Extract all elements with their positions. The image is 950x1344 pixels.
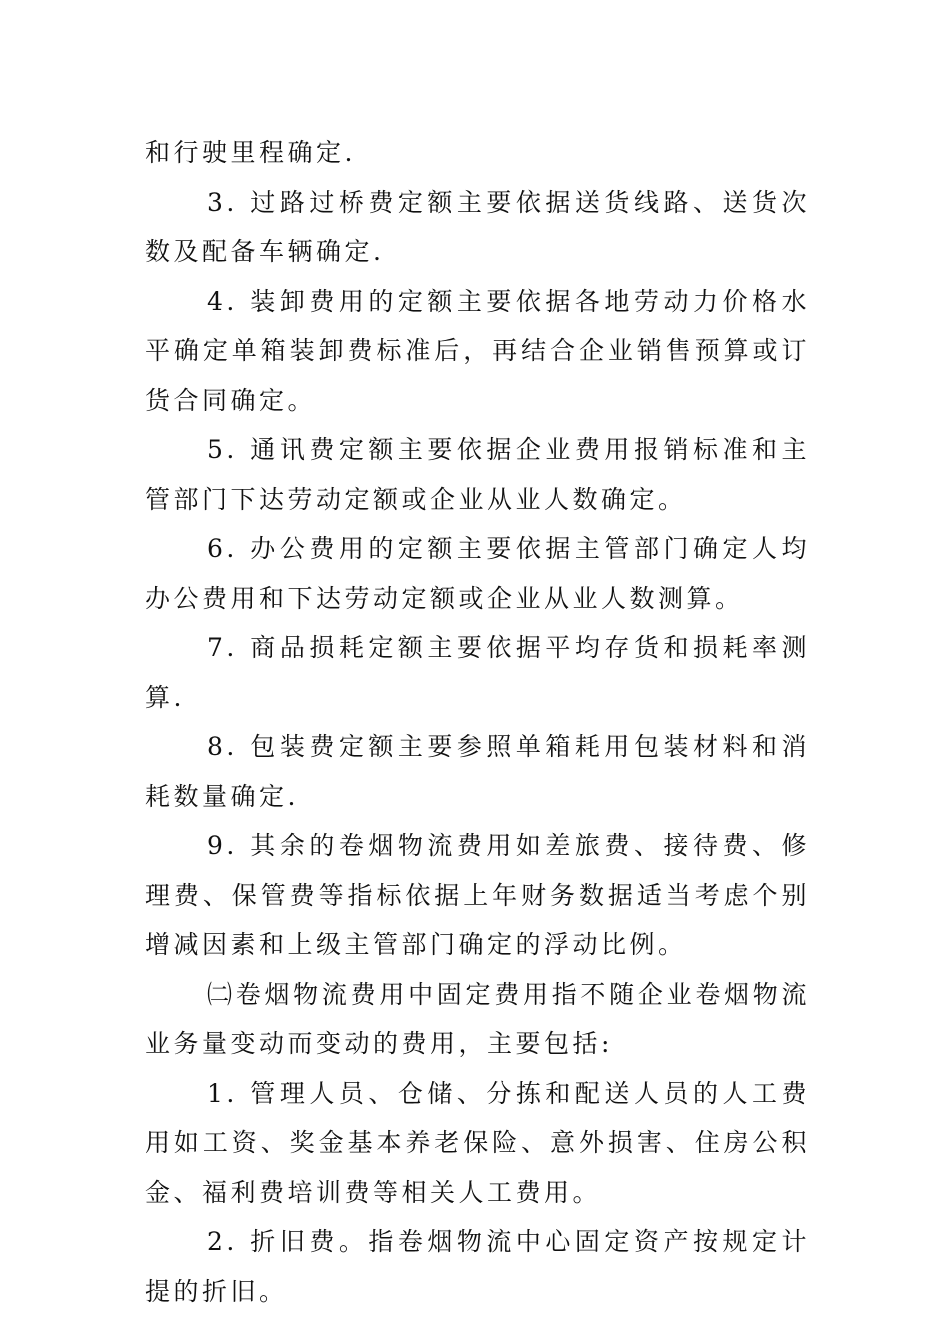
paragraph-item-9-other-fees: 9. 其余的卷烟物流费用如差旅费、接待费、修理费、保管费等指标依据上年财务数据适当考虑个别增减因素和上级主管部门确定的浮动比例。 [145, 831, 810, 959]
paragraph-fixed-item-1-labor: 1. 管理人员、仓储、分拣和配送人员的人工费用如工资、奖金基本养老保险、意外损害、住房公积金、福利费培训费等相关人工费用。 [145, 1078, 810, 1207]
paragraph-fixed-item-2-depreciation: 2. 折旧费。指卷烟物流中心固定资产按规定计提的折旧。 [145, 1227, 810, 1306]
paragraph-continuation: 和行驶里程确定. [145, 138, 356, 167]
document-body [145, 128, 810, 1316]
paragraph-item-6-office-fees: 6. 办公费用的定额主要依据主管部门确定人均办公费用和下达劳动定额或企业从业人数测算。 [145, 534, 810, 613]
paragraph-section-2-fixed-costs: ㈡卷烟物流费用中固定费用指不随企业卷烟物流业务量变动而变动的费用，主要包括: [145, 979, 810, 1058]
paragraph-item-4-loading-fees: 4. 装卸费用的定额主要依据各地劳动力价格水平确定单箱装卸费标准后，再结合企业销售预算或订货合同确定。 [145, 286, 810, 415]
paragraph-item-7-goods-loss: 7. 商品损耗定额主要依据平均存货和损耗率测算. [145, 633, 810, 712]
paragraph-item-3-toll-fees: 3. 过路过桥费定额主要依据送货线路、送货次数及配备车辆确定. [145, 187, 810, 266]
paragraph-item-5-communication-fees: 5. 通讯费定额主要依据企业费用报销标准和主管部门下达劳动定额或企业从业人数确定。 [145, 435, 810, 514]
paragraph-item-8-packaging-fees: 8. 包装费定额主要参照单箱耗用包装材料和消耗数量确定. [145, 732, 810, 811]
